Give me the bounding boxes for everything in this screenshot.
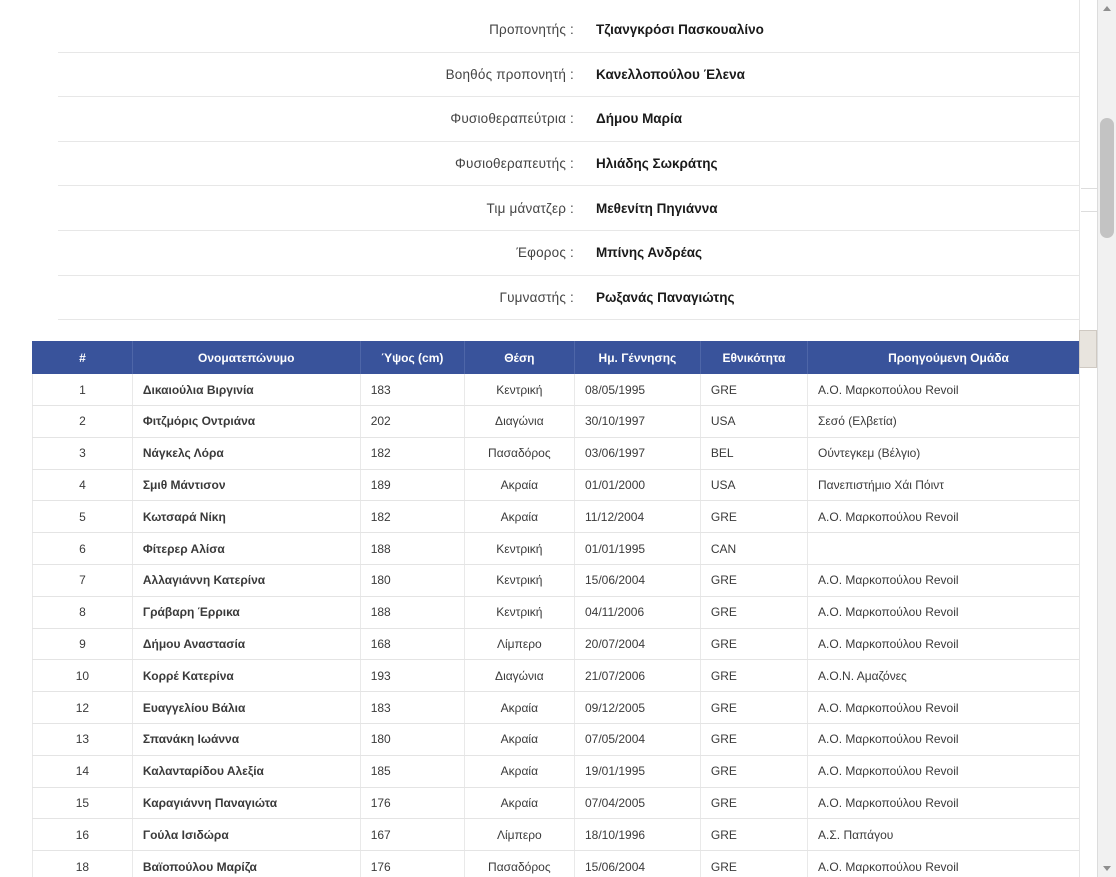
- staff-row: [58, 8, 1098, 53]
- player-position: Κεντρική: [464, 596, 574, 628]
- player-height: 180: [360, 723, 464, 755]
- player-nationality: GRE: [700, 851, 807, 877]
- player-birthdate: 15/06/2004: [574, 851, 700, 877]
- table-row[interactable]: [33, 596, 1090, 628]
- player-number: 3: [33, 437, 133, 469]
- player-previous-team: Σεσό (Ελβετία): [808, 405, 1090, 437]
- player-birthdate: 30/10/1997: [574, 405, 700, 437]
- player-name: Βαϊοπούλου Μαρίζα: [132, 851, 360, 877]
- staff-role-label: Προπονητής :: [489, 22, 574, 38]
- table-row[interactable]: [33, 723, 1090, 755]
- player-number: 16: [33, 819, 133, 851]
- player-birthdate: 21/07/2006: [574, 660, 700, 692]
- table-row[interactable]: [33, 564, 1090, 596]
- table-row[interactable]: [33, 755, 1090, 787]
- player-number: 2: [33, 405, 133, 437]
- player-name: Νάγκελς Λόρα: [132, 437, 360, 469]
- player-position: Ακραία: [464, 692, 574, 724]
- player-height: 193: [360, 660, 464, 692]
- player-height: 180: [360, 564, 464, 596]
- player-number: 12: [33, 692, 133, 724]
- player-position: Λίμπερο: [464, 628, 574, 660]
- scrollbar-thumb[interactable]: [1100, 118, 1114, 238]
- player-previous-team: Α.Ο. Μαρκοπούλου Revoil: [808, 596, 1090, 628]
- table-row[interactable]: [33, 374, 1090, 405]
- staff-role-label: Φυσιοθεραπευτής :: [455, 156, 574, 172]
- player-name: Κορρέ Κατερίνα: [132, 660, 360, 692]
- player-nationality: GRE: [700, 596, 807, 628]
- player-previous-team: Α.Ο. Μαρκοπούλου Revoil: [808, 692, 1090, 724]
- player-height: 188: [360, 596, 464, 628]
- player-number: 15: [33, 787, 133, 819]
- player-nationality: GRE: [700, 564, 807, 596]
- player-height: 182: [360, 501, 464, 533]
- scroll-down-arrow-icon[interactable]: [1098, 860, 1116, 877]
- table-row[interactable]: [33, 405, 1090, 437]
- player-nationality: GRE: [700, 819, 807, 851]
- player-birthdate: 19/01/1995: [574, 755, 700, 787]
- player-nationality: CAN: [700, 533, 807, 565]
- staff-person-name: Μπίνης Ανδρέας: [596, 245, 703, 261]
- table-row[interactable]: [33, 437, 1090, 469]
- player-height: 176: [360, 787, 464, 819]
- player-previous-team: Πανεπιστήμιο Χάι Πόιντ: [808, 469, 1090, 501]
- roster-column-header[interactable]: Ονοματεπώνυμο: [132, 341, 360, 374]
- player-nationality: USA: [700, 469, 807, 501]
- roster-table: [32, 341, 1090, 877]
- player-height: 168: [360, 628, 464, 660]
- player-birthdate: 04/11/2006: [574, 596, 700, 628]
- player-nationality: GRE: [700, 755, 807, 787]
- player-nationality: GRE: [700, 660, 807, 692]
- player-birthdate: 18/10/1996: [574, 819, 700, 851]
- player-name: Ευαγγελίου Βάλια: [132, 692, 360, 724]
- player-number: 14: [33, 755, 133, 787]
- player-position: Ακραία: [464, 787, 574, 819]
- player-previous-team: Α.Ο. Μαρκοπούλου Revoil: [808, 564, 1090, 596]
- player-name: Δήμου Αναστασία: [132, 628, 360, 660]
- player-position: Πασαδόρος: [464, 437, 574, 469]
- player-number: 18: [33, 851, 133, 877]
- staff-role-label: Φυσιοθεραπεύτρια :: [450, 111, 574, 127]
- staff-person-name: Κανελλοπούλου Έλενα: [596, 66, 745, 82]
- player-previous-team: Α.Ο. Μαρκοπούλου Revoil: [808, 787, 1090, 819]
- player-number: 7: [33, 564, 133, 596]
- staff-person-name: Ηλιάδης Σωκράτης: [596, 156, 718, 172]
- player-name: Γράβαρη Έρρικα: [132, 596, 360, 628]
- staff-role-label: Τιμ μάνατζερ :: [486, 200, 574, 216]
- table-row[interactable]: [33, 692, 1090, 724]
- side-marker-thumbnail: [1079, 330, 1097, 368]
- player-height: 183: [360, 374, 464, 405]
- player-number: 1: [33, 374, 133, 405]
- player-position: Διαγώνια: [464, 660, 574, 692]
- player-nationality: USA: [700, 405, 807, 437]
- player-previous-team: Α.Ο. Μαρκοπούλου Revoil: [808, 374, 1090, 405]
- player-previous-team: Α.Ο. Μαρκοπούλου Revoil: [808, 501, 1090, 533]
- vertical-scrollbar[interactable]: [1097, 0, 1116, 877]
- player-number: 4: [33, 469, 133, 501]
- player-number: 13: [33, 723, 133, 755]
- staff-person-name: Ρωξανάς Παναγιώτης: [596, 289, 735, 305]
- player-previous-team: Α.Ο.Ν. Αμαζόνες: [808, 660, 1090, 692]
- player-birthdate: 01/01/2000: [574, 469, 700, 501]
- staff-row: [58, 186, 1098, 231]
- staff-person-name: Τζιανγκρόσι Πασκουαλίνο: [596, 22, 764, 38]
- player-name: Δικαιούλια Βιργινία: [132, 374, 360, 405]
- player-birthdate: 07/05/2004: [574, 723, 700, 755]
- player-birthdate: 07/04/2005: [574, 787, 700, 819]
- player-previous-team: Α.Ο. Μαρκοπούλου Revoil: [808, 628, 1090, 660]
- player-number: 6: [33, 533, 133, 565]
- player-nationality: GRE: [700, 692, 807, 724]
- player-previous-team: Α.Ο. Μαρκοπούλου Revoil: [808, 851, 1090, 877]
- player-name: Καλανταρίδου Αλεξία: [132, 755, 360, 787]
- table-row[interactable]: [33, 851, 1090, 877]
- player-birthdate: 15/06/2004: [574, 564, 700, 596]
- player-position: Διαγώνια: [464, 405, 574, 437]
- player-height: 188: [360, 533, 464, 565]
- staff-role-label: Έφορος :: [516, 245, 574, 261]
- staff-person-name: Μεθενίτη Πηγιάννα: [596, 200, 718, 216]
- table-row[interactable]: [33, 533, 1090, 565]
- player-previous-team: Α.Ο. Μαρκοπούλου Revoil: [808, 723, 1090, 755]
- side-panel: [1079, 0, 1098, 877]
- roster-column-header[interactable]: Θέση: [464, 341, 574, 374]
- staff-role-label: Βοηθός προπονητή :: [445, 66, 574, 82]
- player-position: Ακραία: [464, 755, 574, 787]
- player-birthdate: 01/01/1995: [574, 533, 700, 565]
- player-previous-team: Α.Ο. Μαρκοπούλου Revoil: [808, 755, 1090, 787]
- player-height: 202: [360, 405, 464, 437]
- player-height: 185: [360, 755, 464, 787]
- player-nationality: GRE: [700, 723, 807, 755]
- player-birthdate: 03/06/1997: [574, 437, 700, 469]
- roster-column-header[interactable]: Προηγούμενη Ομάδα: [808, 341, 1090, 374]
- staff-row: [58, 231, 1098, 276]
- roster-table-container: [32, 341, 1090, 877]
- roster-table-head: [33, 341, 1090, 374]
- roster-column-header[interactable]: Ημ. Γέννησης: [574, 341, 700, 374]
- staff-person-name: Δήμου Μαρία: [596, 111, 683, 127]
- table-row[interactable]: [33, 628, 1090, 660]
- table-row[interactable]: [33, 501, 1090, 533]
- player-position: Κεντρική: [464, 564, 574, 596]
- player-previous-team: Α.Σ. Παπάγου: [808, 819, 1090, 851]
- player-height: 183: [360, 692, 464, 724]
- player-name: Κωτσαρά Νίκη: [132, 501, 360, 533]
- roster-header-row: [33, 341, 1090, 374]
- side-marker-upper: [1081, 188, 1097, 212]
- player-height: 182: [360, 437, 464, 469]
- player-name: Αλλαγιάννη Κατερίνα: [132, 564, 360, 596]
- player-number: 5: [33, 501, 133, 533]
- roster-column-header[interactable]: #: [33, 341, 133, 374]
- player-height: 189: [360, 469, 464, 501]
- player-name: Καραγιάννη Παναγιώτα: [132, 787, 360, 819]
- player-nationality: GRE: [700, 374, 807, 405]
- player-position: Ακραία: [464, 469, 574, 501]
- player-position: Πασαδόρος: [464, 851, 574, 877]
- player-nationality: GRE: [700, 628, 807, 660]
- player-position: Ακραία: [464, 501, 574, 533]
- player-birthdate: 09/12/2005: [574, 692, 700, 724]
- player-birthdate: 20/07/2004: [574, 628, 700, 660]
- player-previous-team: [808, 533, 1090, 565]
- player-nationality: GRE: [700, 787, 807, 819]
- table-row[interactable]: [33, 787, 1090, 819]
- staff-row: [58, 97, 1098, 142]
- player-previous-team: Ούντεγκεμ (Βέλγιο): [808, 437, 1090, 469]
- player-name: Φιτζμόρις Οντριάνα: [132, 405, 360, 437]
- table-row[interactable]: [33, 469, 1090, 501]
- player-number: 9: [33, 628, 133, 660]
- roster-column-header[interactable]: Ύψος (cm): [360, 341, 464, 374]
- player-position: Κεντρική: [464, 374, 574, 405]
- roster-column-header[interactable]: Εθνικότητα: [700, 341, 807, 374]
- player-number: 8: [33, 596, 133, 628]
- player-number: 10: [33, 660, 133, 692]
- player-birthdate: 11/12/2004: [574, 501, 700, 533]
- table-row[interactable]: [33, 819, 1090, 851]
- staff-info-list: [58, 0, 1098, 320]
- player-position: Λίμπερο: [464, 819, 574, 851]
- scroll-up-arrow-icon[interactable]: [1098, 0, 1116, 17]
- player-nationality: GRE: [700, 501, 807, 533]
- staff-role-label: Γυμναστής :: [499, 289, 574, 305]
- player-position: Ακραία: [464, 723, 574, 755]
- player-name: Σπανάκη Ιωάννα: [132, 723, 360, 755]
- table-row[interactable]: [33, 660, 1090, 692]
- player-birthdate: 08/05/1995: [574, 374, 700, 405]
- player-position: Κεντρική: [464, 533, 574, 565]
- player-height: 176: [360, 851, 464, 877]
- staff-row: [58, 276, 1098, 321]
- player-height: 167: [360, 819, 464, 851]
- player-nationality: BEL: [700, 437, 807, 469]
- player-name: Σμιθ Μάντισον: [132, 469, 360, 501]
- staff-row: [58, 142, 1098, 187]
- player-name: Γούλα Ισιδώρα: [132, 819, 360, 851]
- roster-table-body: [33, 374, 1090, 877]
- staff-row: [58, 53, 1098, 98]
- player-name: Φίτερερ Αλίσα: [132, 533, 360, 565]
